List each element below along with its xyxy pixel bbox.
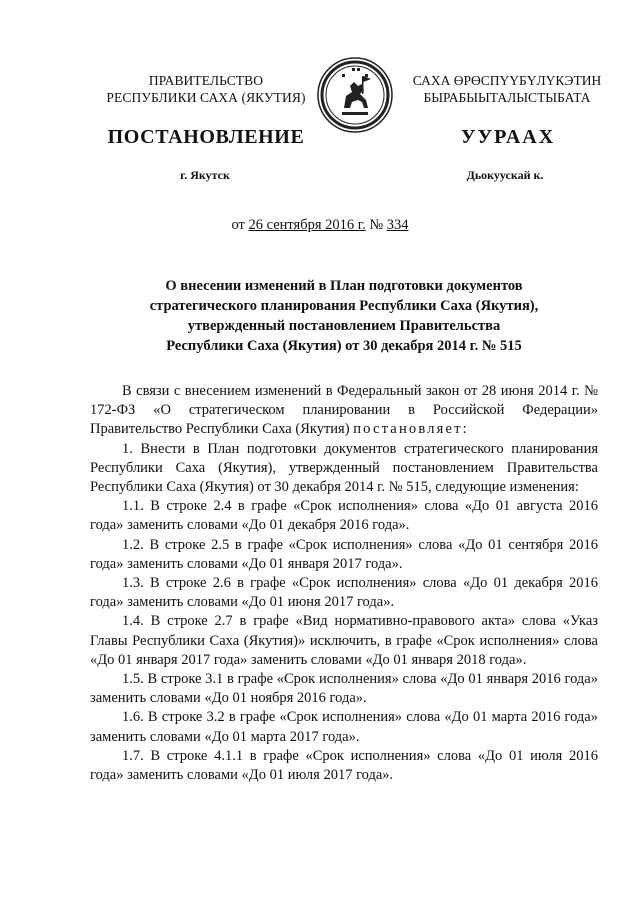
subject-line: утвержденный постановлением Правительства <box>187 318 501 334</box>
subject-line: стратегического планирования Республики Саха (Якутия), <box>149 298 539 314</box>
city-russian: г. Якутск <box>180 168 230 182</box>
document-type-russian: ПОСТАНОВЛЕНИЕ <box>107 126 305 148</box>
document-type-yakut: УУРААХ <box>460 126 556 148</box>
paragraph-1-5: 1.5. В строке 3.1 в графе «Срок исполнения» слова «До 01 января 2016 года» заменить словами «До 01 ноября 2016 года». <box>90 671 598 707</box>
government-name-russian <box>100 72 312 106</box>
header-right-line2: БЫРАБЫЫТАЛЫСТЫБАТА <box>423 90 591 105</box>
subject-line: О внесении изменений в План подготовки документов <box>165 278 523 294</box>
paragraph-1-4: 1.4. В строке 2.7 в графе «Вид нормативно-правового акта» слова «Указ Главы Республики Саха (Якутия)» исключить, в графе «Срок исполнения» слова «До 01 января 2017 года» заменить словами «До 01 января 2018 года». <box>90 613 598 668</box>
document-number: 334 <box>386 217 409 233</box>
header-left-line2: РЕСПУБЛИКИ САХА (ЯКУТИЯ) <box>106 90 306 105</box>
document-date-line <box>0 217 640 234</box>
decree-word: постановляет: <box>353 421 469 438</box>
document-body <box>90 382 598 785</box>
paragraph-1: 1. Внести в План подготовки документов стратегического планирования Республики Саха (Якутия), утвержденный постановлением Правительства Республики Саха (Якутия) от 30 декабря 2014 г. № 515, следующие изменения: <box>90 440 598 496</box>
intro-text: В связи с внесением изменений в Федеральный закон от 28 июня 2014 г. № 172-ФЗ «О стратегическом планировании в Российской Федерации» Правительство Республики Саха (Якутия) <box>90 383 598 438</box>
document-date: 26 сентября 2016 г. <box>248 217 366 233</box>
date-prefix: от <box>231 217 249 233</box>
coat-of-arms-emblem <box>316 56 394 134</box>
header-right-line1: САХА ӨРӨСПҮҮБҮЛҮКЭТИН <box>412 73 602 88</box>
city-yakut: Дьокуускай к. <box>466 168 544 182</box>
subject-line: Республики Саха (Якутия) от 30 декабря 2014 г. № 515 <box>166 338 522 354</box>
intro-paragraph <box>90 382 598 440</box>
number-prefix: № <box>365 217 387 233</box>
paragraph-1-1: 1.1. В строке 2.4 в графе «Срок исполнения» слова «До 01 августа 2016 года» заменить словами «До 01 декабря 2016 года». <box>90 498 598 534</box>
paragraph-1-6: 1.6. В строке 3.2 в графе «Срок исполнения» слова «До 01 марта 2016 года» заменить словами «До 01 марта 2017 года». <box>90 709 598 745</box>
document-subject <box>90 276 598 356</box>
paragraph-1-7: 1.7. В строке 4.1.1 в графе «Срок исполнения» слова «До 01 июля 2016 года» заменить словами «До 01 июля 2017 года». <box>90 747 598 784</box>
header-left-line1: ПРАВИТЕЛЬСТВО <box>148 73 264 88</box>
paragraph-1-3: 1.3. В строке 2.6 в графе «Срок исполнения» слова «До 01 декабря 2016 года» заменить словами «До 01 июня 2017 года». <box>90 575 598 611</box>
government-name-yakut <box>392 72 622 106</box>
paragraph-1-2: 1.2. В строке 2.5 в графе «Срок исполнения» слова «До 01 сентября 2016 года» заменить словами «До 01 января 2017 года». <box>90 536 598 572</box>
